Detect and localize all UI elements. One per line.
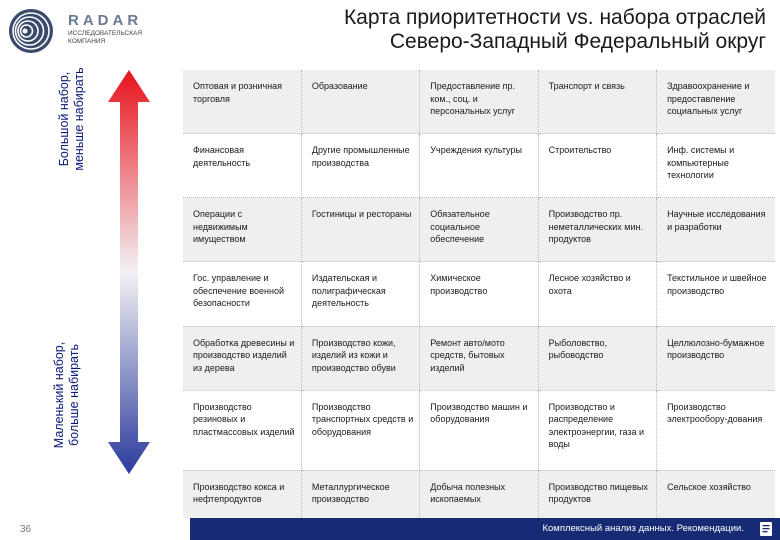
industry-cell: Инф. системы и компьютерные технологии (657, 134, 775, 198)
industry-cell: Оптовая и розничная торговля (183, 70, 301, 134)
grid-row (183, 390, 775, 470)
industry-cell: Научные исследования и разработки (657, 198, 775, 262)
axis-label-top-line-2: меньше набирать (72, 67, 86, 171)
industry-cell: Производство кожи, изделий из кожи и производство обуви (301, 326, 419, 390)
industry-cell: Гостиницы и рестораны (301, 198, 419, 262)
brand-subtitle: ИССЛЕДОВАТЕЛЬСКАЯ КОМПАНИЯ (68, 30, 143, 45)
industry-cell: Рыболовство, рыбоводство (538, 326, 656, 390)
industry-cell: Производство машин и оборудования (420, 390, 538, 470)
axis-label-top-line-1: Большой набор, (57, 71, 71, 167)
axis-label-bottom-line-1: Маленький набор, (52, 341, 66, 449)
industry-cell: Металлургическое производство (301, 470, 419, 518)
industry-cell: Обработка древесины и производство изделий из дерева (183, 326, 301, 390)
grid-row (183, 70, 775, 134)
grid-row (183, 326, 775, 390)
industry-cell: Гос. управление и обеспечение военной безопасности (183, 262, 301, 326)
industry-cell: Финансовая деятельность (183, 134, 301, 198)
page-title (344, 6, 766, 54)
industry-cell: Образование (301, 70, 419, 134)
axis-label-bottom-line-2: больше набирать (67, 344, 81, 446)
page-number: 36 (20, 524, 32, 535)
axis-label-top (57, 34, 87, 204)
industry-cell: Сельское хозяйство (657, 470, 775, 518)
grid-row (183, 198, 775, 262)
industry-cell: Производство пищевых продуктов (538, 470, 656, 518)
radar-spiral-icon (8, 8, 54, 54)
industry-cell: Текстильное и швейное производство (657, 262, 775, 326)
industry-cell: Производство и распределение электроэнергии, газа и воды (538, 390, 656, 470)
industry-cell: Строительство (538, 134, 656, 198)
industry-cell: Производство резиновых и пластмассовых изделий (183, 390, 301, 470)
industry-cell: Добыча полезных ископаемых (420, 470, 538, 518)
priority-arrow (108, 70, 150, 474)
title-line-1: Карта приоритетности vs. набора отраслей (343, 6, 766, 29)
axis-label-bottom (52, 305, 82, 485)
industry-cell: Ремонт авто/мото средств, бытовых изделий (420, 326, 538, 390)
industry-cell: Операции с недвижимым имуществом (183, 198, 301, 262)
footer-bar (190, 518, 780, 540)
brand-name: RADAR (68, 12, 143, 29)
industry-grid (183, 70, 775, 518)
title-line-2: Северо-Западный Федеральный округ (389, 30, 766, 53)
footer-text: Комплексный анализ данных. Рекомендации. (542, 523, 744, 534)
industry-cell: Лесное хозяйство и охота (538, 262, 656, 326)
industry-cell: Учреждения культуры (420, 134, 538, 198)
document-icon (758, 521, 774, 537)
industry-cell: Производство пр. неметаллических мин. продуктов (538, 198, 656, 262)
industry-cell: Химическое производство (420, 262, 538, 326)
industry-cell: Другие промышленные производства (301, 134, 419, 198)
grid-row (183, 470, 775, 518)
industry-cell: Производство транспортных средств и оборудования (301, 390, 419, 470)
grid-row (183, 134, 775, 198)
industry-cell: Издательская и полиграфическая деятельность (301, 262, 419, 326)
industry-cell: Здравоохранение и предоставление социальных услуг (657, 70, 775, 134)
industry-cell: Предоставление пр. ком., соц. и персональных услуг (420, 70, 538, 134)
industry-cell: Целлюлозно-бумажное производство (657, 326, 775, 390)
grid-row (183, 262, 775, 326)
industry-cell: Производство электрообору-дования (657, 390, 775, 470)
industry-cell: Обязательное социальное обеспечение (420, 198, 538, 262)
industry-cell: Транспорт и связь (538, 70, 656, 134)
industry-cell: Производство кокса и нефтепродуктов (183, 470, 301, 518)
